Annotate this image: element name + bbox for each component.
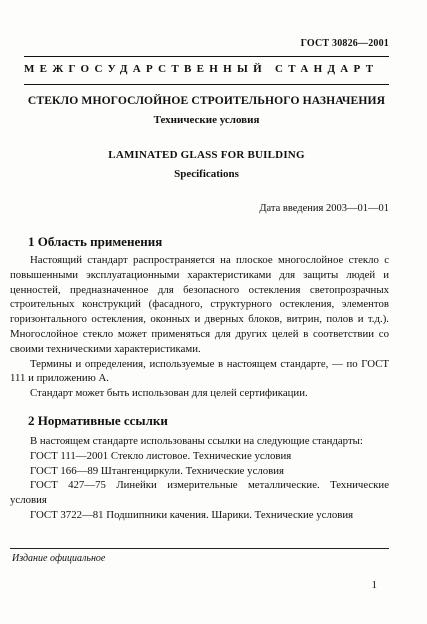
scope-paragraph: Стандарт может быть использован для целей сертификации. [30,387,308,400]
footer-rule [10,548,389,549]
section-references-body [10,434,389,523]
reference-item: ГОСТ 111—2001 Стекло листовое. Технические условия [30,449,292,462]
document-number: ГОСТ 30826—2001 [300,38,389,49]
introduction-date: Дата введения 2003—01—01 [259,203,389,214]
standard-type: МЕЖГОСУДАРСТВЕННЫЙ СТАНДАРТ [24,63,379,75]
section-heading-normative-references: 2 Нормативные ссылки [28,413,168,428]
reference-item: ГОСТ 427—75 Линейки измерительные металлические. Технические условия [10,479,389,507]
header-top-rule [24,56,389,57]
scope-paragraph: Настоящий стандарт распространяется на плоское многослойное стекло с повышенными эксплуатационными характеристиками для защиты людей и ценностей, предназначенное для безопасного остекления светопрозрачных строительных конструкций (фасадного, структурного остекления, элементов горизонтального остекления, оконных и дверных блоков, витрин, полов и т.д.). Многослойное стекло может применяться для других целей в соответствии со своими техническими характеристиками. [10,254,389,355]
page-number: 1 [371,579,377,591]
scope-paragraph: Термины и определения, используемые в настоящем стандарте, — по ГОСТ 111 и приложению А. [10,357,389,385]
header-bottom-rule [24,84,389,85]
section-scope-body [10,253,389,401]
document-subtitle-en: Specifications [174,168,239,180]
reference-item: ГОСТ 166—89 Штангенциркули. Технические условия [30,464,284,477]
document-subtitle-ru: Технические условия [153,114,260,126]
reference-item: ГОСТ 3722—81 Подшипники качения. Шарики. Технические условия [30,508,354,521]
document-title-ru: СТЕКЛО МНОГОСЛОЙНОЕ СТРОИТЕЛЬНОГО НАЗНАЧЕНИЯ [27,94,386,107]
section-heading-scope: 1 Область применения [28,234,163,249]
references-intro: В настоящем стандарте использованы ссылки на следующие стандарты: [30,435,363,447]
document-title-en: LAMINATED GLASS FOR BUILDING [108,149,305,161]
official-edition-label: Издание официальное [12,553,106,564]
